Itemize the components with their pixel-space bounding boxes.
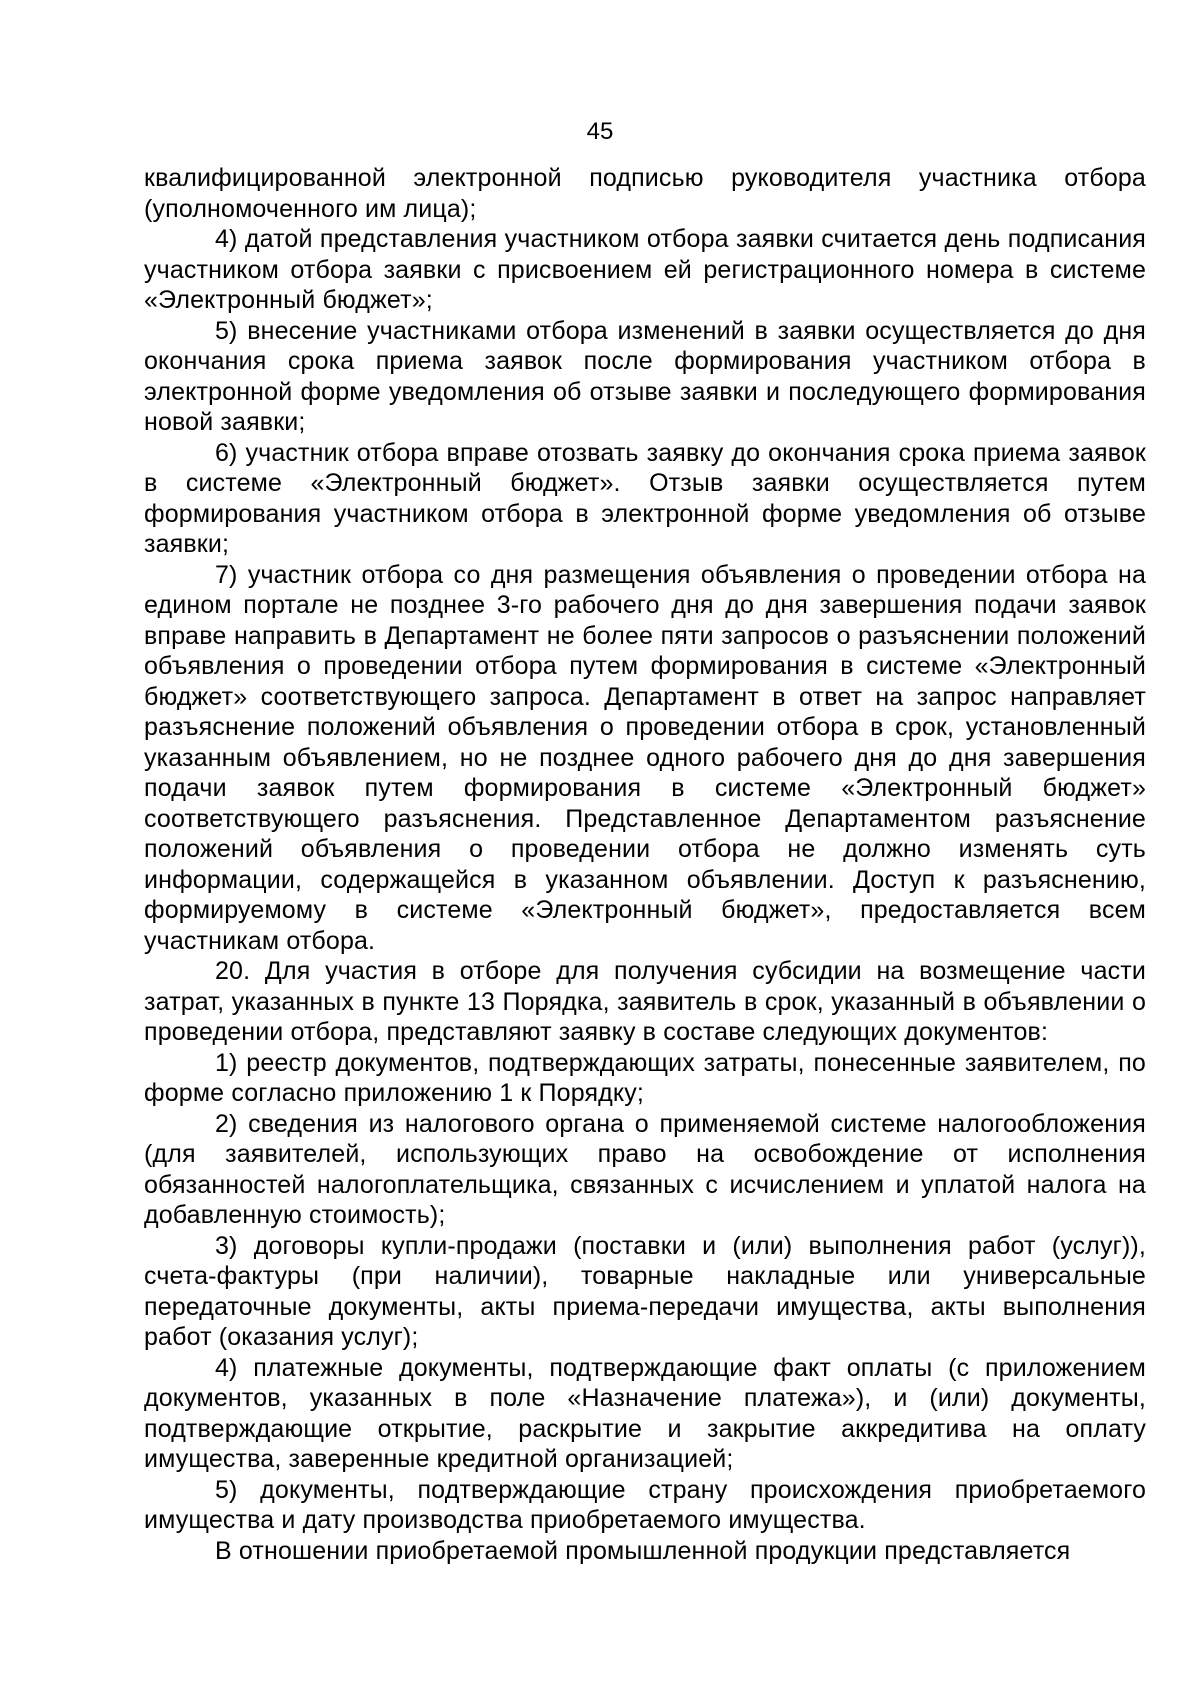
list-item-7: 7) участник отбора со дня размещения объявления о проведении отбора на едином портале не позднее 3-го рабочего дня до дня завершения подачи заявок вправе направить в Департамент не более пяти запросов о разъяснении положений объявления о проведении отбора путем формирования в системе «Электронный бюджет» соответствующего запроса. Департамент в ответ на запрос направляет разъяснение положений объявления о проведении отбора в срок, установленный указанным объявлением, но не позднее одного рабочего дня до дня завершения подачи заявок путем формирования в системе «Электронный бюджет» соответствующего разъяснения. Представленное Департаментом разъяснение положений объявления о проведении отбора не должно изменять суть информации, содержащейся в указанном объявлении. Доступ к разъяснению, формируемому в системе «Электронный бюджет», предоставляется всем участникам отбора. xyxy=(144,560,1146,955)
list-item-6: 6) участник отбора вправе отозвать заявку до окончания срока приема заявок в системе «Электронный бюджет». Отзыв заявки осуществляется путем формирования участником отбора в электронной форме уведомления об отзыве заявки; xyxy=(144,438,1146,558)
document-item-3: 3) договоры купли-продажи (поставки и (или) выполнения работ (услуг)), счета-фактуры (при наличии), товарные накладные или универсальные передаточные документы, акты приема-передачи имущества, акты выполнения работ (оказания услуг); xyxy=(144,1231,1146,1351)
document-body xyxy=(144,163,1146,1566)
list-item-4: 4) датой представления участником отбора заявки считается день подписания участником отбора заявки с присвоением ей регистрационного номера в системе «Электронный бюджет»; xyxy=(144,225,1146,314)
paragraph-industrial-products: В отношении приобретаемой промышленной продукции представляется xyxy=(215,1536,1071,1565)
list-item-5: 5) внесение участниками отбора изменений в заявки осуществляется до дня окончания срока приема заявок после формирования участником отбора в электронной форме уведомления об отзыве заявки и последующего формирования новой заявки; xyxy=(144,316,1146,436)
clause-20: 20. Для участия в отборе для получения субсидии на возмещение части затрат, указанных в пункте 13 Порядка, заявитель в срок, указанный в объявлении о проведении отбора, представляют заявку в составе следующих документов: xyxy=(144,957,1146,1046)
paragraph-continuation: квалифицированной электронной подписью руководителя участника отбора (уполномоченного им лица); xyxy=(144,164,1146,223)
document-item-4: 4) платежные документы, подтверждающие факт оплаты (с приложением документов, указанных в поле «Назначение платежа»), и (или) документы, подтверждающие открытие, раскрытие и закрытие аккредитива на оплату имущества, заверенные кредитной организацией; xyxy=(144,1353,1146,1473)
document-item-5: 5) документы, подтверждающие страну происхождения приобретаемого имущества и дату производства приобретаемого имущества. xyxy=(144,1475,1146,1534)
document-item-1: 1) реестр документов, подтверждающих затраты, понесенные заявителем, по форме согласно приложению 1 к Порядку; xyxy=(144,1048,1146,1107)
document-item-2: 2) сведения из налогового органа о применяемой системе налогообложения (для заявителей, использующих право на освобождение от исполнения обязанностей налогоплательщика, связанных с исчислением и уплатой налога на добавленную стоимость); xyxy=(144,1109,1146,1229)
page-number: 45 xyxy=(586,118,614,145)
